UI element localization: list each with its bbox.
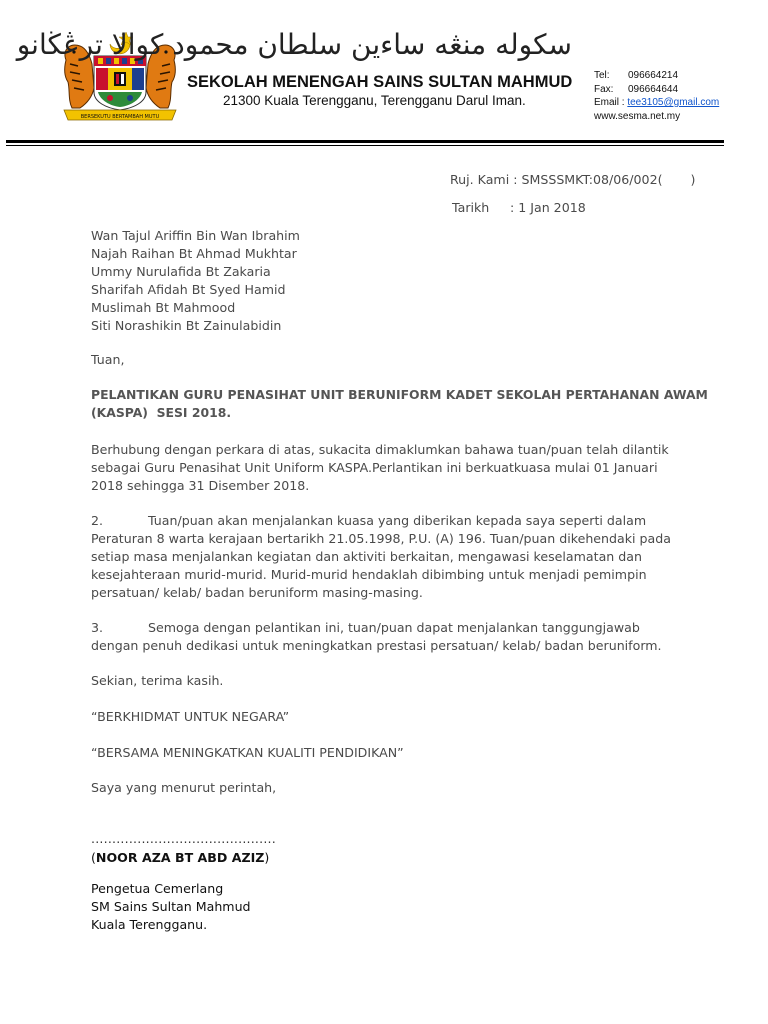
fax-label: Fax:	[594, 83, 614, 95]
header-divider-thin	[6, 145, 724, 146]
subject-line-2: (KASPA) SESI 2018.	[91, 405, 232, 420]
date-value: : 1 Jan 2018	[510, 200, 586, 215]
signature-line: ............................................	[91, 831, 276, 846]
signer-school: SM Sains Sultan Mahmud	[91, 899, 251, 914]
signer-name	[91, 849, 269, 867]
contact-info	[594, 69, 719, 123]
recipient-name: Najah Raihan Bt Ahmad Mukhtar	[91, 246, 297, 261]
signer-title: Pengetua Cemerlang	[91, 881, 224, 896]
tel-value: 096664214	[628, 70, 679, 81]
school-address: 21300 Kuala Terengganu, Terengganu Darul Iman.	[223, 93, 526, 108]
paragraph-number: 3.	[91, 620, 104, 635]
school-name: SEKOLAH MENENGAH SAINS SULTAN MAHMUD	[187, 73, 573, 91]
date-label: Tarikh	[452, 200, 490, 215]
letter-subject	[91, 386, 708, 422]
paragraph-1: Berhubung dengan perkara di atas, sukacita dimaklumkan bahawa tuan/puan telah dilantik sebagai Guru Penasihat Unit Uniform KASPA.Perlantikan ini berkuatkuasa mulai 01 Januari 2018 sehingga 31 Disember 2018.	[91, 442, 669, 493]
motto-1: “BERKHIDMAT UNTUK NEGARA”	[91, 709, 290, 724]
email-link[interactable]: tee3105@gmail.com	[627, 97, 720, 108]
subject-line-1: PELANTIKAN GURU PENASIHAT UNIT BERUNIFORM KADET SEKOLAH PERTAHANAN AWAM	[91, 387, 708, 402]
recipient-name: Ummy Nurulafida Bt Zakaria	[91, 264, 271, 279]
date-line	[452, 199, 586, 217]
motto-2: “BERSAMA MENINGKATKAN KUALITI PENDIDIKAN”	[91, 745, 404, 760]
recipient-name: Sharifah Afidah Bt Syed Hamid	[91, 282, 286, 297]
paragraph-text: Semoga dengan pelantikan ini, tuan/puan dapat menjalankan tanggungjawab dengan penuh dedikasi untuk meningkatkan prestasi persatuan/ kelab/ badan beruniform.	[91, 620, 662, 653]
ref-label: Ruj. Kami :	[450, 172, 518, 187]
email-label: Email :	[594, 97, 625, 108]
recipient-list	[91, 227, 691, 335]
reference-line	[450, 171, 695, 189]
obedience-line: Saya yang menurut perintah,	[91, 780, 277, 795]
tel-label: Tel:	[594, 70, 610, 81]
school-name-jawi: سکوله منڠه ساءين سلطان محمود کوالا ترڠڬانو	[16, 28, 572, 61]
crest-motto-text: BERSEKUTU BERTAMBAH MUTU	[80, 114, 160, 120]
salutation: Tuan,	[91, 352, 125, 367]
close-paren: )	[264, 850, 270, 865]
ref-value: SMSSSMKT:08/06/002( )	[521, 172, 696, 187]
paragraph-text: Tuan/puan akan menjalankan kuasa yang diberikan kepada saya seperti dalam Peraturan 8 warta kerajaan bertarikh 21.05.1998, P.U. (A) 196. Tuan/puan dikehendaki pada setiap masa menjalankan kegiatan dan aktiviti berkaitan, mengawasi keselamatan dan kesejahteraan murid-murid. Murid-murid hendaklah dibimbing untuk menjadi pemimpin persatuan/ kelab/ badan beruniform masing-masing.	[91, 513, 671, 600]
fax-value: 096664644	[628, 83, 679, 95]
website: www.sesma.net.my	[594, 110, 681, 122]
recipient-name: Siti Norashikin Bt Zainulabidin	[91, 318, 282, 333]
recipient-name: Muslimah Bt Mahmood	[91, 300, 236, 315]
closing-line: Sekian, terima kasih.	[91, 673, 224, 688]
paragraph-2	[91, 512, 681, 602]
signer-city: Kuala Terengganu.	[91, 917, 208, 932]
paragraph-number: 2.	[91, 513, 104, 528]
paragraph-3	[91, 619, 681, 655]
signer-details	[91, 880, 251, 934]
recipient-name: Wan Tajul Ariffin Bin Wan Ibrahim	[91, 228, 300, 243]
header-divider-thick	[6, 140, 724, 143]
open-paren: (	[91, 850, 96, 865]
signer-name-text: NOOR AZA BT ABD AZIZ	[95, 850, 265, 865]
